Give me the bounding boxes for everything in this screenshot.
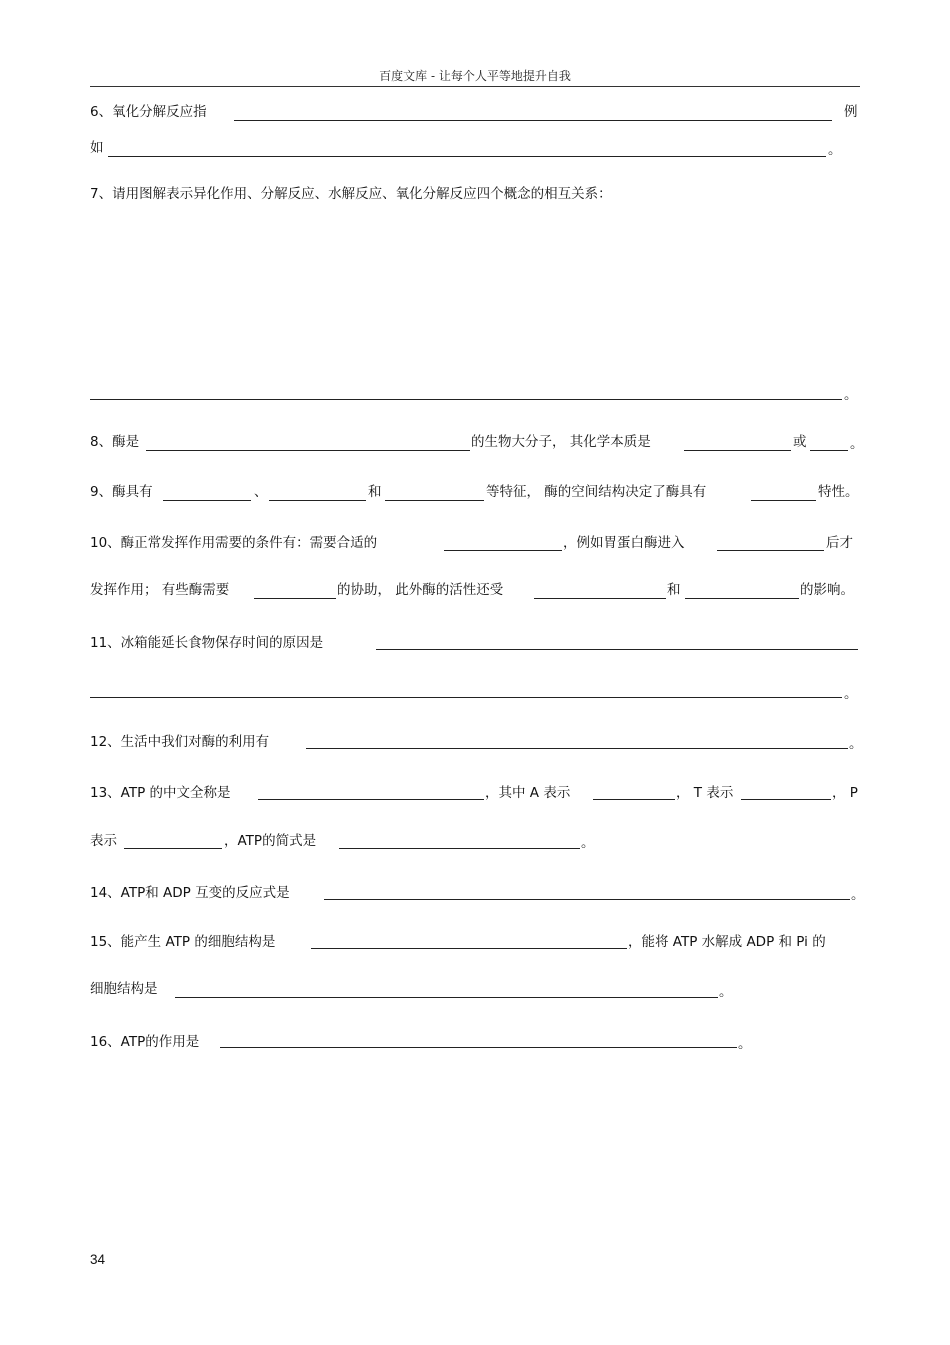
q9-blank-4[interactable] xyxy=(751,500,816,501)
q9-blank-1[interactable] xyxy=(163,500,251,501)
q8-or: 或 xyxy=(793,434,807,450)
q7-end: 。 xyxy=(844,387,858,403)
q13-blank-3[interactable] xyxy=(741,799,831,800)
q12-end: 。 xyxy=(849,736,863,752)
q16-end: 。 xyxy=(738,1036,752,1052)
q9-mid: 等特征， 酶的空间结构决定了酶具有 xyxy=(486,484,707,500)
q13-blank-4[interactable] xyxy=(124,848,222,849)
q8-blank-1[interactable] xyxy=(146,450,470,451)
q13-label: 13、ATP 的中文全称是 xyxy=(90,785,231,801)
q10-mid2: 的协助， 此外酶的活性还受 xyxy=(337,582,504,598)
q13-blank-1[interactable] xyxy=(258,799,484,800)
q11-blank-2[interactable] xyxy=(90,697,842,698)
q13-tail1: ， P xyxy=(832,785,858,801)
q8-end: 。 xyxy=(850,436,864,452)
q8-blank-3[interactable] xyxy=(810,450,848,451)
q10-mid1: ，例如胃蛋白酶进入 xyxy=(563,535,685,551)
q15-label: 15、能产生 ATP 的细胞结构是 xyxy=(90,934,276,950)
q10-tail1: 后才 xyxy=(826,535,853,551)
q7-blank[interactable] xyxy=(90,399,842,400)
q15-blank-1[interactable] xyxy=(311,948,627,949)
q10-end: 的影响。 xyxy=(800,582,854,598)
q9-end: 特性。 xyxy=(818,484,859,500)
q13-mid1: ，其中 A 表示 xyxy=(485,785,571,801)
q6-label: 6、氧化分解反应指 xyxy=(90,104,207,120)
q13-mid2: ， T 表示 xyxy=(676,785,734,801)
q6-line2-start: 如 xyxy=(90,140,104,156)
q13-blank-5[interactable] xyxy=(339,848,580,849)
q10-line2-start: 发挥作用； 有些酶需要 xyxy=(90,582,230,598)
q15-line2-start: 细胞结构是 xyxy=(90,981,158,997)
q10-blank-5[interactable] xyxy=(685,598,799,599)
q9-label: 9、酶具有 xyxy=(90,484,153,500)
page-number: 34 xyxy=(90,1252,106,1267)
q11-blank-1[interactable] xyxy=(376,649,858,650)
q6-tail: 例 xyxy=(844,104,858,120)
q14-blank[interactable] xyxy=(324,899,850,900)
q15-blank-2[interactable] xyxy=(175,997,718,998)
q8-label: 8、酶是 xyxy=(90,434,140,450)
q15-mid: ，能将 ATP 水解成 ADP 和 Pi 的 xyxy=(628,934,826,950)
q9-blank-3[interactable] xyxy=(385,500,484,501)
q6-blank-1[interactable] xyxy=(234,120,832,121)
q6-blank-2[interactable] xyxy=(108,156,826,157)
page-header: 百度文库 - 让每个人平等地提升自我 xyxy=(379,69,571,83)
q10-blank-2[interactable] xyxy=(717,550,824,551)
q13-blank-2[interactable] xyxy=(593,799,675,800)
q13-end: 。 xyxy=(581,835,595,851)
q16-blank[interactable] xyxy=(220,1047,737,1048)
q15-end: 。 xyxy=(719,984,733,1000)
q12-label: 12、生活中我们对酶的利用有 xyxy=(90,734,270,750)
q16-label: 16、ATP的作用是 xyxy=(90,1034,200,1050)
q8-blank-2[interactable] xyxy=(684,450,791,451)
q14-label: 14、ATP和 ADP 互变的反应式是 xyxy=(90,885,290,901)
q9-sep: 、 xyxy=(254,484,268,500)
q9-and: 和 xyxy=(368,484,382,500)
q11-end: 。 xyxy=(844,686,858,702)
q13-line2-start: 表示 xyxy=(90,833,117,849)
q13-mid3: ，ATP的简式是 xyxy=(224,833,317,849)
q12-blank[interactable] xyxy=(306,748,848,749)
q10-blank-3[interactable] xyxy=(254,598,336,599)
q9-blank-2[interactable] xyxy=(269,500,366,501)
q10-blank-1[interactable] xyxy=(444,550,562,551)
q10-and: 和 xyxy=(667,582,681,598)
q11-label: 11、冰箱能延长食物保存时间的原因是 xyxy=(90,635,324,651)
header-rule xyxy=(90,86,860,87)
q10-label: 10、酶正常发挥作用需要的条件有：需要合适的 xyxy=(90,535,378,551)
q6-end: 。 xyxy=(828,142,842,158)
q8-mid: 的生物大分子， 其化学本质是 xyxy=(471,434,651,450)
q10-blank-4[interactable] xyxy=(534,598,666,599)
q14-end: 。 xyxy=(851,887,865,903)
q7-label: 7、请用图解表示异化作用、分解反应、水解反应、氧化分解反应四个概念的相互关系： xyxy=(90,186,612,202)
